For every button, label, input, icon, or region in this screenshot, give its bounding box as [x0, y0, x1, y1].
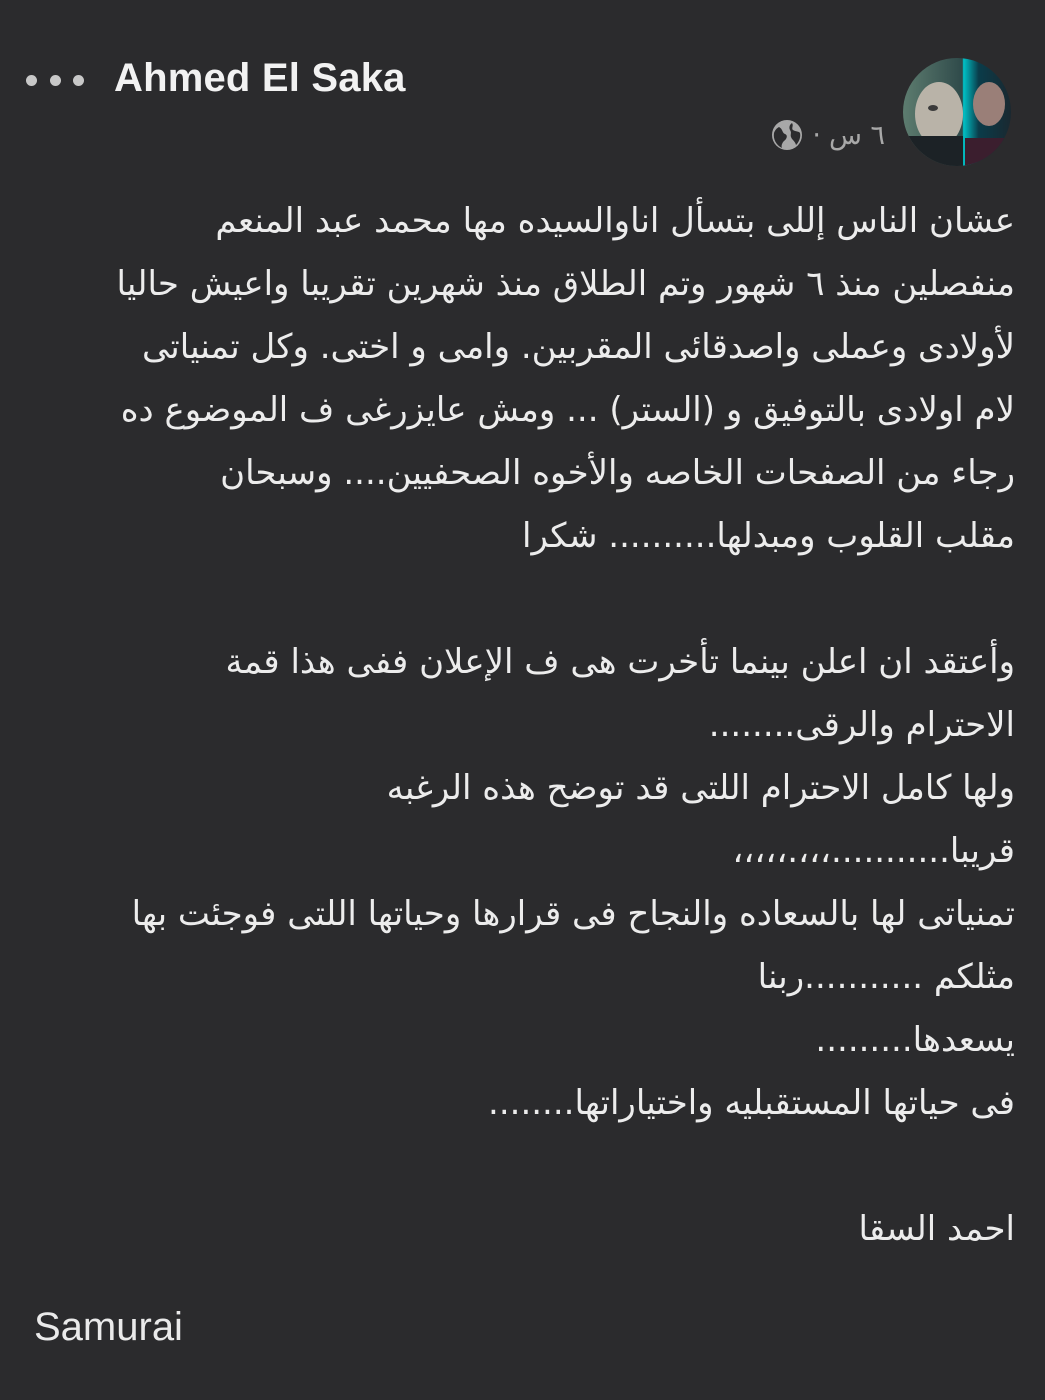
more-options-button[interactable]	[26, 66, 84, 94]
post-text-line: قريبا...........،،،.،،،،،	[732, 831, 1015, 871]
paragraph-gap	[30, 568, 1015, 631]
more-dots-icon	[26, 75, 37, 86]
author-name[interactable]: Ahmed El Saka	[114, 56, 406, 100]
globe-icon[interactable]	[770, 118, 804, 152]
post-text-line: منفصلين منذ ٦ شهور وتم الطلاق منذ شهرين تقريبا واعيش حاليا	[116, 264, 1015, 304]
post-text-line: يسعدها.........	[815, 1020, 1015, 1060]
post-header	[0, 0, 1045, 180]
post-text-line: مقلب القلوب ومبدلها.......... شكرا	[522, 516, 1015, 556]
post-signature-arabic: احمد السقا	[858, 1209, 1015, 1249]
more-dots-icon	[73, 75, 84, 86]
author-avatar[interactable]	[903, 58, 1011, 166]
post-text-line: رجاء من الصفحات الخاصه والأخوه الصحفيين.... وسبحان	[220, 453, 1015, 493]
post-body	[30, 190, 1015, 1261]
more-dots-icon	[50, 75, 61, 86]
post-text-line: عشان الناس إللى بتسأل اناوالسيده مها محمد عبد المنعم	[215, 201, 1015, 241]
post-text-line: لام اولادى بالتوفيق و (الستر) ... ومش عايزرغى ف الموضوع ده	[120, 390, 1015, 430]
post-text-line: ولها كامل الاحترام اللتى قد توضح هذه الرغبه	[386, 768, 1015, 808]
post-text-line: تمنياتى لها بالسعاده والنجاح فى قرارها وحياتها اللتى فوجئت بها	[131, 894, 1015, 934]
signature-tag: Samurai	[34, 1305, 183, 1349]
paragraph-gap	[30, 1135, 1015, 1198]
meta-separator: ·	[812, 119, 821, 151]
profile-photo	[903, 58, 1011, 166]
post-text-line: الاحترام والرقى........	[708, 705, 1015, 745]
post-text-line: لأولادى وعملى واصدقائى المقربين. وامى و اختى. وكل تمنياتى	[141, 327, 1015, 367]
post-meta	[770, 118, 885, 152]
post-text-line: فى حياتها المستقبليه واختياراتها........	[488, 1083, 1015, 1123]
post-text-line: وأعتقد ان اعلن بينما تأخرت هى ف الإعلان ففى هذا قمة	[225, 642, 1015, 682]
post-timestamp[interactable]: ٦ س	[828, 119, 885, 151]
post-text-line: مثلكم ...........ربنا	[757, 957, 1015, 997]
